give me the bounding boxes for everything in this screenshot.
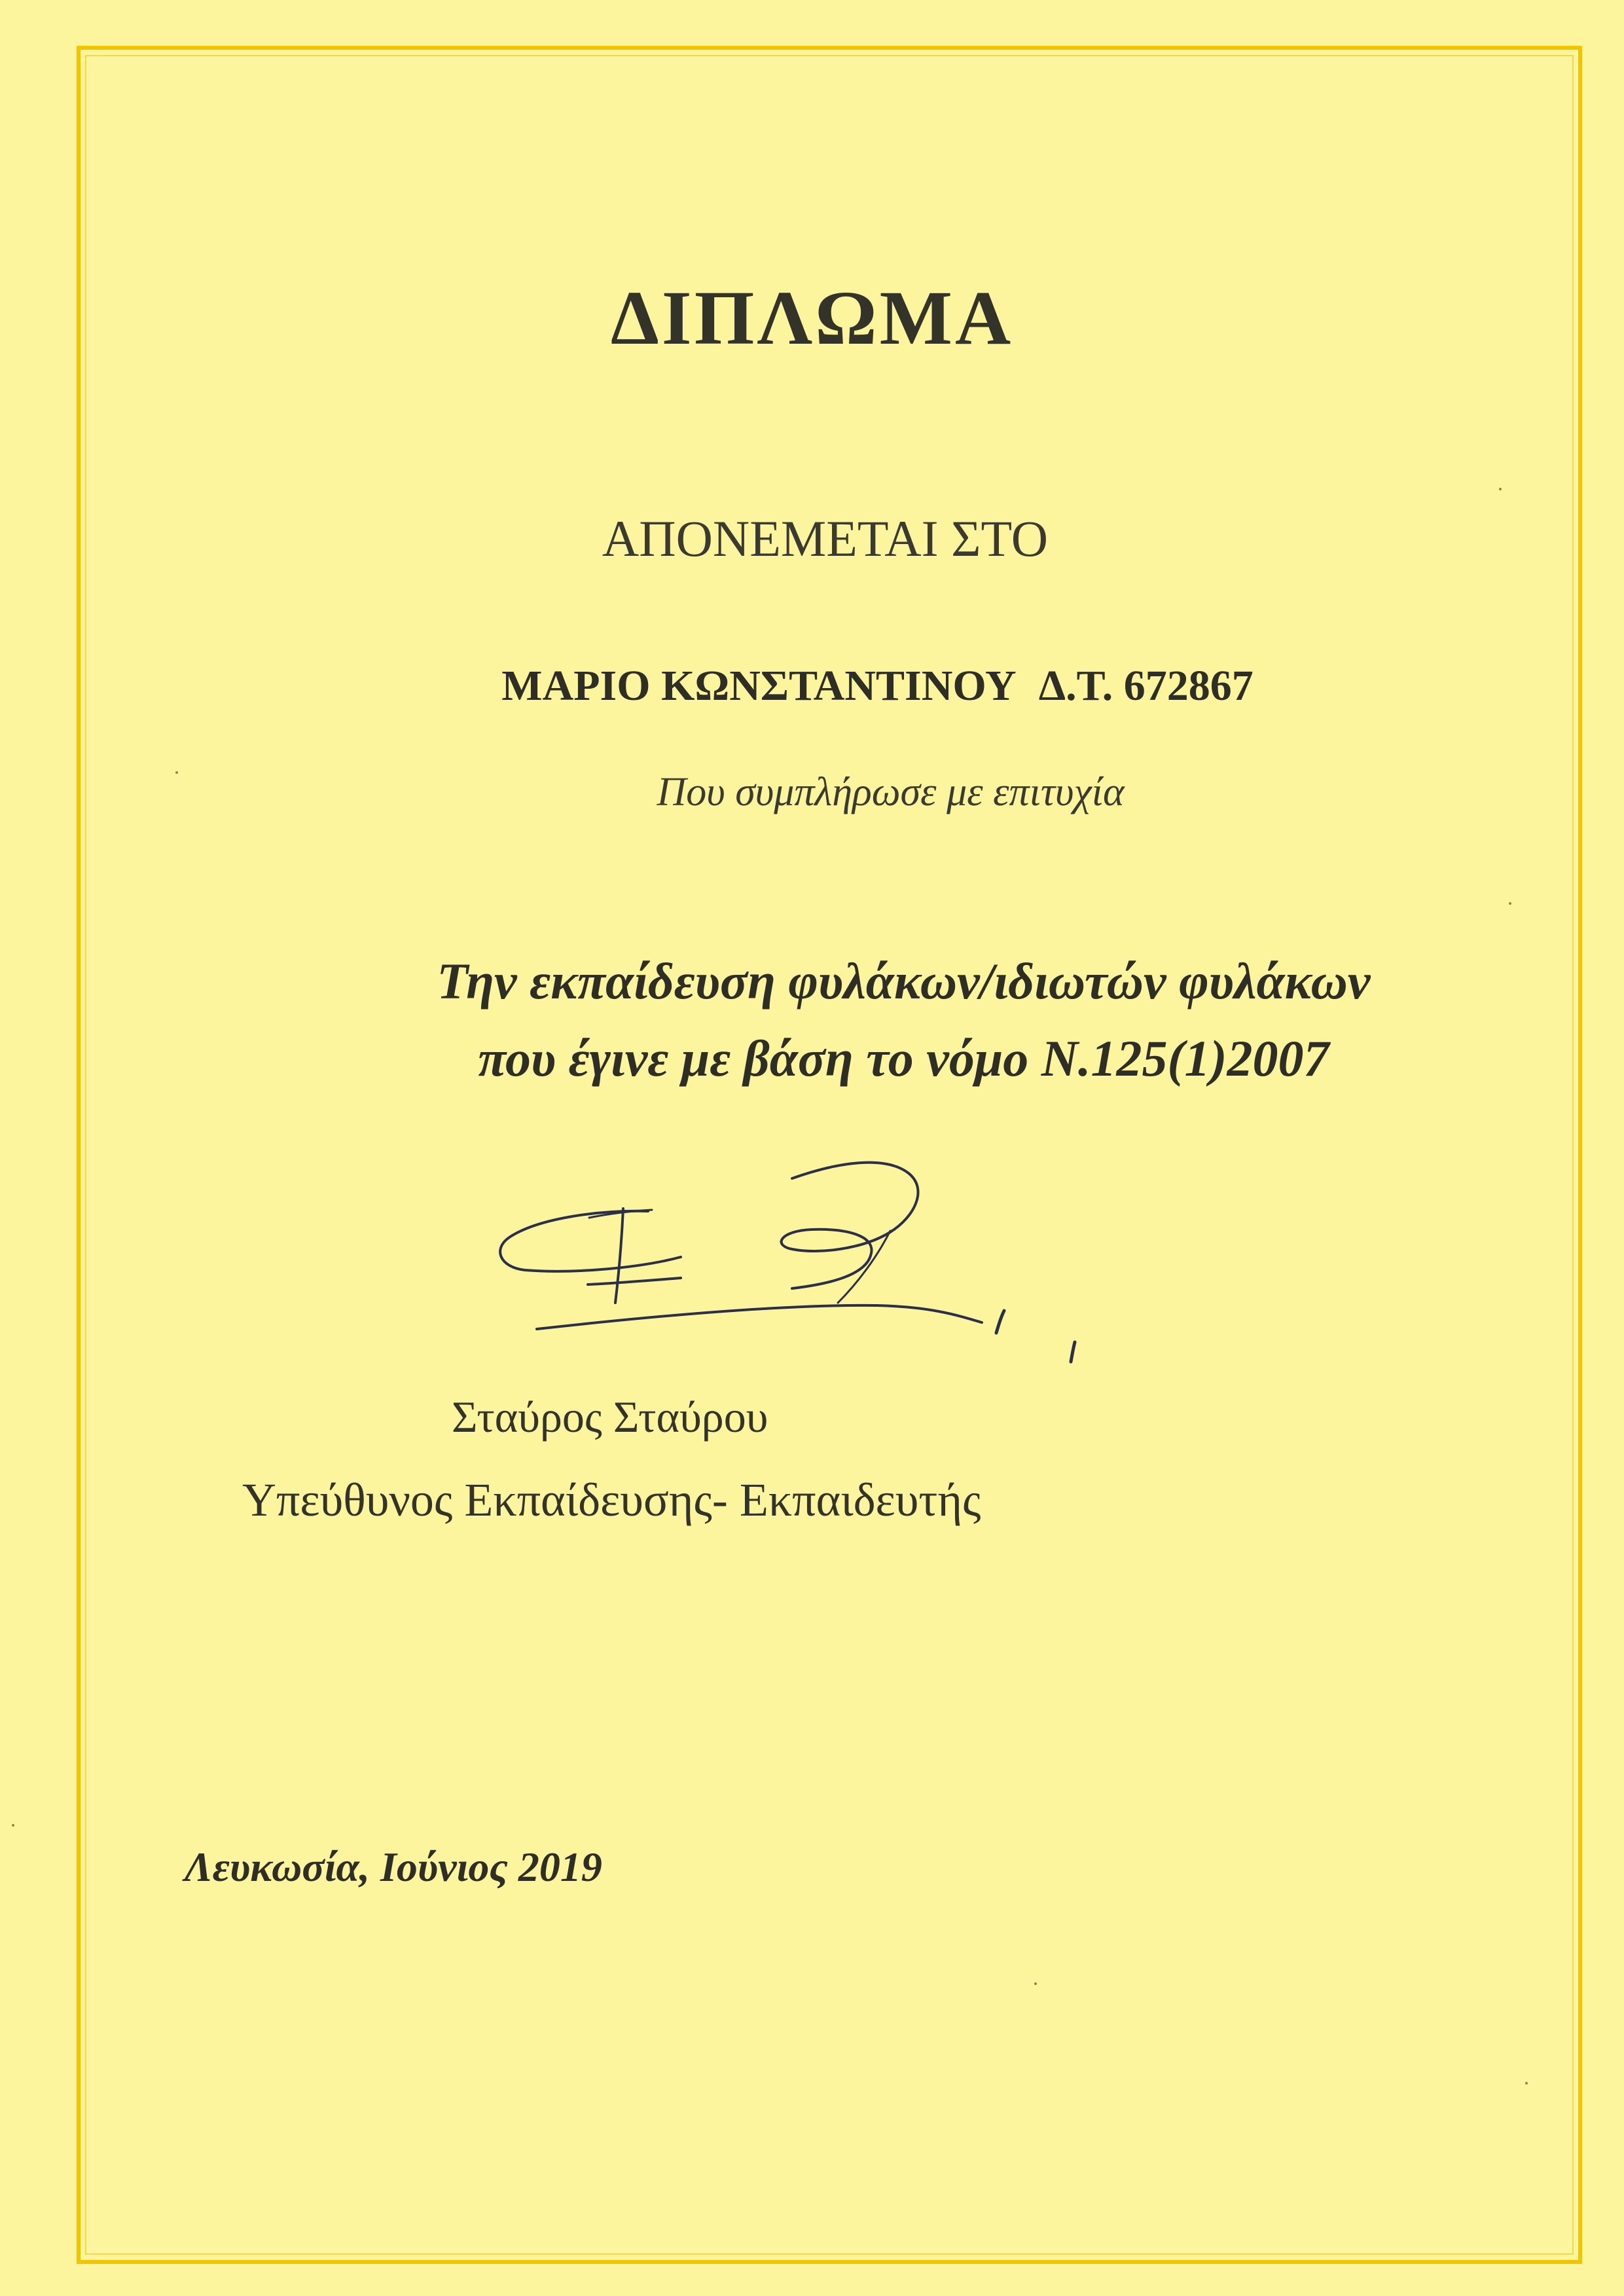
signer-role: Υπεύθυνος Εκπαίδευσης- Εκπαιδευτής <box>242 1474 981 1526</box>
place-and-date: Λευκωσία, Ιούνιος 2019 <box>185 1844 602 1890</box>
handwritten-signature <box>484 1139 1100 1401</box>
paper-speck <box>12 1824 14 1827</box>
signer-name: Σταύρος Σταύρου <box>452 1392 768 1442</box>
recipient-id: Δ.Τ. 672867 <box>1038 662 1254 710</box>
awarded-to-text: ΑΠΟΝΕΜΕΤΑΙ ΣΤΟ <box>602 510 1049 567</box>
paper-speck <box>1034 1982 1037 1985</box>
paper-speck <box>1525 2082 1528 2085</box>
training-line-1: Την εκπαίδευση φυλάκων/ιδιωτών φυλάκων <box>437 953 1371 1010</box>
training-description <box>0 943 1624 1097</box>
paper-speck <box>1509 902 1511 905</box>
completed-text: Που συμπλήρωσε με επιτυχία <box>657 770 1125 814</box>
recipient-line <box>0 661 1624 711</box>
paper-speck <box>1499 488 1502 490</box>
recipient-name: ΜΑΡΙΟ ΚΩΝΣΤΑΝΤΙΝΟΥ <box>501 662 1017 710</box>
paper-speck <box>175 771 178 774</box>
diploma-title: ΔΙΠΛΩΜΑ <box>610 275 1014 361</box>
training-line-2: που έγινε με βάση το νόμο Ν.125(1)2007 <box>478 1030 1329 1087</box>
